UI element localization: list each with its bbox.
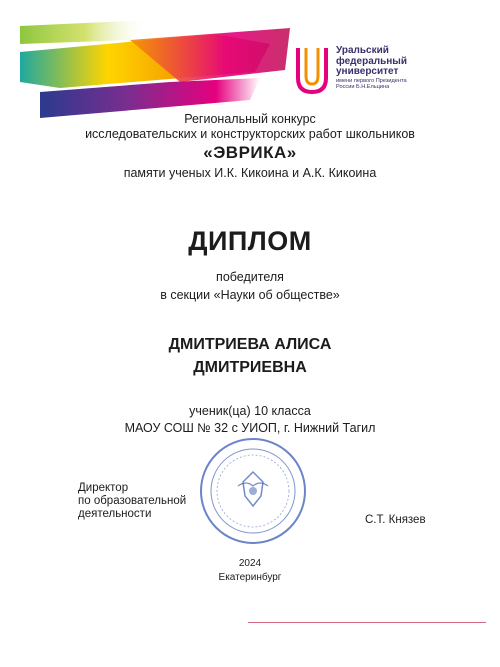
issue-city: Екатеринбург bbox=[218, 572, 282, 583]
contest-dedication: памяти ученых И.К. Кикоина и А.К. Кикоина bbox=[123, 166, 377, 180]
decorative-divider bbox=[248, 622, 486, 623]
logo-line: университет bbox=[336, 66, 399, 77]
logo-subtitle: России Б.Н.Ельцина bbox=[336, 84, 390, 90]
signer-name: С.Т. Князев bbox=[365, 514, 426, 526]
diploma-title: ДИПЛОМ bbox=[188, 226, 312, 256]
recipient-name-line2: ДМИТРИЕВНА bbox=[193, 359, 307, 376]
official-stamp bbox=[198, 436, 308, 546]
university-logo bbox=[292, 44, 492, 104]
logo-subtitle: имени первого Президента bbox=[336, 77, 407, 84]
logo-line: федеральный bbox=[336, 55, 407, 67]
award-level: победителя bbox=[216, 270, 284, 284]
logo-line: Уральский bbox=[336, 45, 389, 56]
contest-type: Региональный конкурс bbox=[184, 112, 316, 126]
recipient-name-line1: ДМИТРИЕВА АЛИСА bbox=[168, 336, 332, 353]
signer-title bbox=[78, 482, 186, 521]
signer-title-line: по образовательной bbox=[78, 495, 187, 507]
signer-title-line: деятельности bbox=[78, 508, 152, 520]
contest-name: «ЭВРИКА» bbox=[203, 143, 297, 162]
student-school: МАОУ СОШ № 32 с УИОП, г. Нижний Тагил bbox=[124, 421, 376, 435]
award-section: в секции «Науки об обществе» bbox=[160, 288, 340, 302]
contest-description: исследовательских и конструкторских работ школьников bbox=[85, 127, 415, 141]
logo-text bbox=[336, 46, 407, 91]
signer-title-line: Директор bbox=[78, 482, 129, 494]
issue-year: 2024 bbox=[238, 558, 262, 569]
student-grade: ученик(ца) 10 класса bbox=[189, 404, 311, 418]
urfu-logo-icon bbox=[292, 44, 332, 100]
